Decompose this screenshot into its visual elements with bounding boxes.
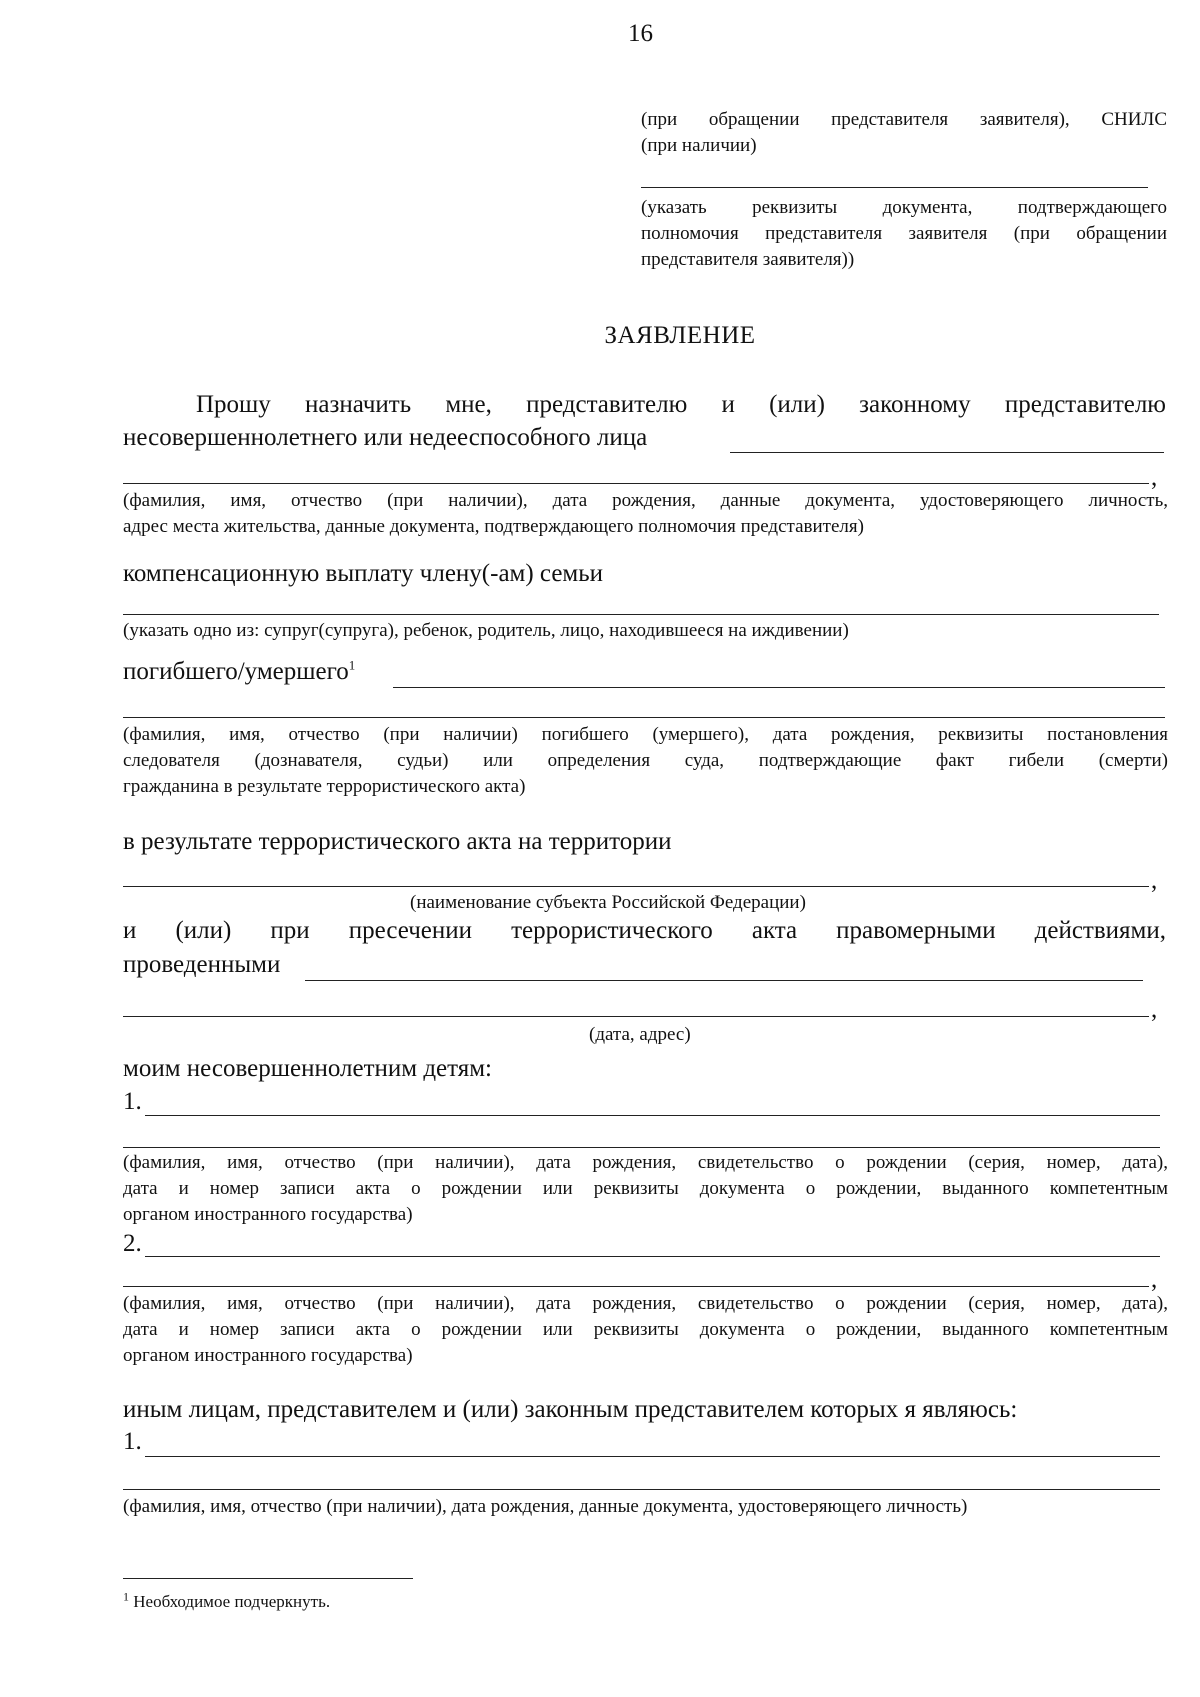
- page-number: 16: [628, 20, 653, 47]
- request-note-line-2: адрес места жительства, данные документа, подтверждающего полномочия представителя): [123, 516, 864, 537]
- compensation-blank-line[interactable]: [123, 614, 1159, 615]
- child-2-note-line-2: дата и номер записи акта о рождении или реквизиты документа о рождении, выданного компетентным: [123, 1319, 1168, 1340]
- territory-note: (наименование субъекта Российской Федерации): [410, 892, 806, 913]
- request-blank-line-1[interactable]: [730, 452, 1164, 453]
- request-blank-line-2[interactable]: [123, 483, 1149, 484]
- child-1-number: 1.: [123, 1088, 142, 1115]
- territory-blank-line[interactable]: [123, 886, 1149, 887]
- others-1-blank-line-2[interactable]: [123, 1489, 1160, 1490]
- others-1-number: 1.: [123, 1428, 142, 1455]
- child-2-comma: ,: [1151, 1266, 1158, 1293]
- doc-note-line-1: (указать реквизиты документа, подтверждающего: [641, 197, 1167, 218]
- suppression-note: (дата, адрес): [589, 1024, 691, 1045]
- others-note: (фамилия, имя, отчество (при наличии), дата рождения, данные документа, удостоверяющего личность): [123, 1496, 968, 1517]
- suppression-line-2: проведенными: [123, 951, 281, 978]
- rep-snils-line-2: (при наличии): [641, 135, 757, 156]
- territory-text: в результате террористического акта на территории: [123, 828, 672, 855]
- request-line-2: несовершеннолетнего или недееспособного лица: [123, 424, 648, 451]
- deceased-label: погибшего/умершего: [123, 658, 349, 685]
- suppression-line-1: и (или) при пресечении террористического акта правомерными действиями,: [123, 917, 1166, 944]
- footnote-text: Необходимое подчеркнуть.: [133, 1592, 331, 1611]
- snils-blank-line[interactable]: [641, 187, 1148, 188]
- doc-note-line-3: представителя заявителя)): [641, 249, 855, 270]
- children-heading: моим несовершеннолетним детям:: [123, 1055, 492, 1082]
- child-2-note-line-3: органом иностранного государства): [123, 1345, 413, 1366]
- others-1-blank-line-1[interactable]: [145, 1456, 1160, 1457]
- rep-snils-line-1: (при обращении представителя заявителя), СНИЛС: [641, 109, 1167, 130]
- territory-comma: ,: [1151, 867, 1158, 894]
- footnote-separator: [123, 1578, 413, 1579]
- deceased-blank-line-1[interactable]: [393, 687, 1165, 688]
- deceased-footnote-mark: 1: [348, 657, 356, 673]
- footnote-mark: 1: [123, 1589, 129, 1604]
- request-note-line-1: (фамилия, имя, отчество (при наличии), дата рождения, данные документа, удостоверяющего личность,: [123, 490, 1168, 511]
- child-2-blank-line-1[interactable]: [145, 1256, 1160, 1257]
- suppression-blank-line-2[interactable]: [123, 1016, 1149, 1017]
- compensation-note: (указать одно из: супруг(супруга), ребенок, родитель, лицо, находившееся на иждивении): [123, 620, 849, 641]
- deceased-note-line-1: (фамилия, имя, отчество (при наличии) погибшего (умершего), дата рождения, реквизиты постановления: [123, 724, 1168, 745]
- deceased-blank-line-2[interactable]: [123, 717, 1165, 718]
- deceased-text: [123, 656, 355, 688]
- child-2-number: 2.: [123, 1230, 142, 1257]
- others-heading: иным лицам, представителем и (или) законным представителем которых я являюсь:: [123, 1396, 1018, 1423]
- child-2-note-line-1: (фамилия, имя, отчество (при наличии), дата рождения, свидетельство о рождении (серия, номер, дата),: [123, 1293, 1168, 1314]
- request-comma: ,: [1151, 464, 1158, 491]
- child-2-blank-line-2[interactable]: [123, 1286, 1149, 1287]
- compensation-text: компенсационную выплату члену(-ам) семьи: [123, 560, 604, 587]
- suppression-blank-line-1[interactable]: [305, 980, 1143, 981]
- child-1-note-line-3: органом иностранного государства): [123, 1204, 413, 1225]
- deceased-note-line-3: гражданина в результате террористического акта): [123, 776, 526, 797]
- doc-note-line-2: полномочия представителя заявителя (при обращении: [641, 223, 1167, 244]
- request-line-1: Прошу назначить мне, представителю и (или) законному представителю: [196, 391, 1166, 418]
- child-1-blank-line-1[interactable]: [145, 1115, 1160, 1116]
- document-title: ЗАЯВЛЕНИЕ: [604, 322, 756, 349]
- deceased-note-line-2: следователя (дознавателя, судьи) или определения суда, подтверждающие факт гибели (смерти): [123, 750, 1168, 771]
- child-1-note-line-2: дата и номер записи акта о рождении или реквизиты документа о рождении, выданного компетентным: [123, 1178, 1168, 1199]
- suppression-comma: ,: [1151, 996, 1158, 1023]
- child-1-note-line-1: (фамилия, имя, отчество (при наличии), дата рождения, свидетельство о рождении (серия, номер, дата),: [123, 1152, 1168, 1173]
- footnote: [123, 1590, 330, 1614]
- child-1-blank-line-2[interactable]: [123, 1147, 1160, 1148]
